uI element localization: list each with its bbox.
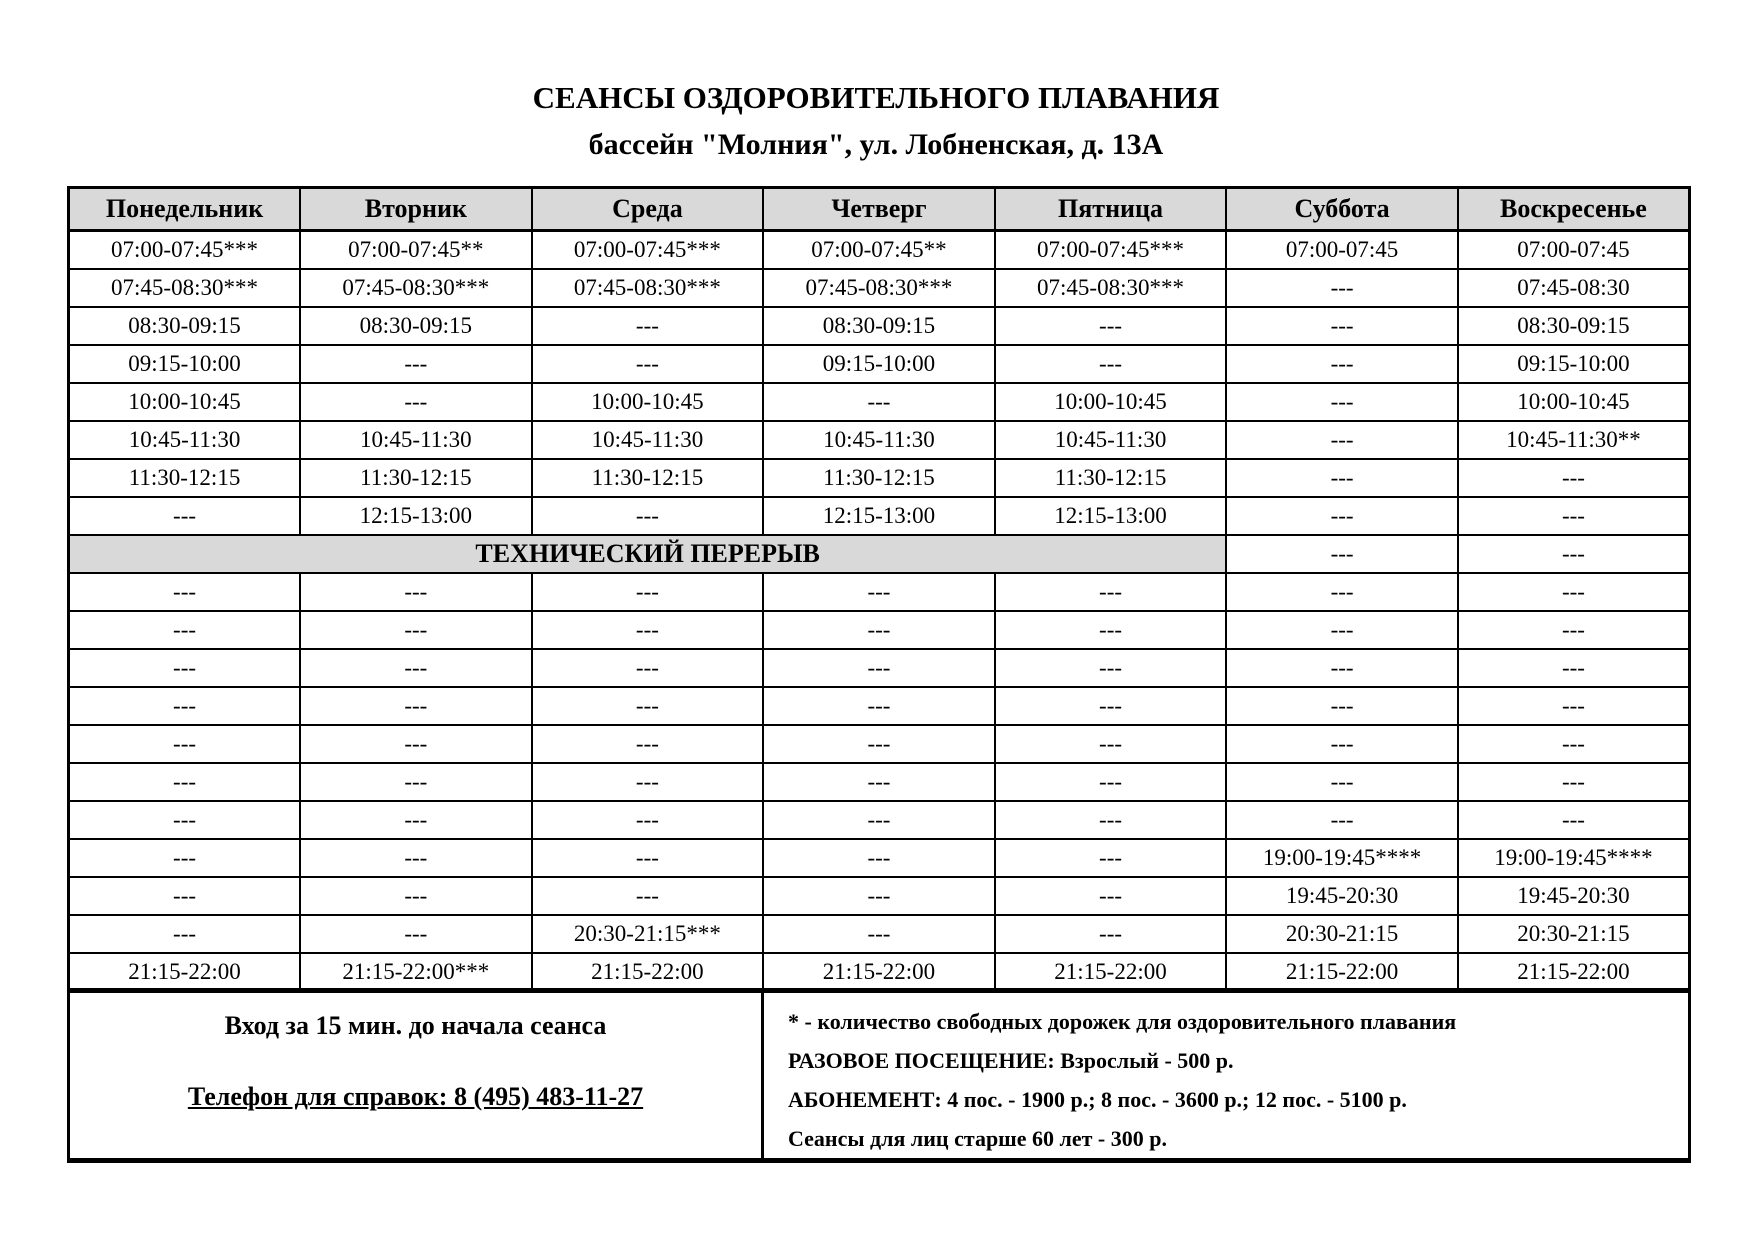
- session-cell: ---: [995, 649, 1227, 687]
- session-cell: ---: [532, 687, 764, 725]
- session-cell: ---: [69, 915, 301, 953]
- day-header: Среда: [532, 188, 764, 231]
- session-cell: ---: [300, 345, 532, 383]
- session-cell: ---: [1226, 269, 1458, 307]
- session-row: [69, 725, 1690, 763]
- session-row: [69, 421, 1690, 459]
- session-cell: ---: [69, 801, 301, 839]
- session-cell: ---: [763, 763, 995, 801]
- session-cell: 21:15-22:00: [763, 953, 995, 992]
- session-cell: ---: [1226, 459, 1458, 497]
- session-cell: 10:00-10:45: [69, 383, 301, 421]
- session-cell: 07:45-08:30***: [532, 269, 764, 307]
- session-cell: ---: [1226, 307, 1458, 345]
- session-cell: 10:45-11:30: [995, 421, 1227, 459]
- session-cell: ---: [1226, 687, 1458, 725]
- day-header: Пятница: [995, 188, 1227, 231]
- session-cell: ---: [1458, 687, 1690, 725]
- session-cell: 08:30-09:15: [763, 307, 995, 345]
- session-cell: ---: [300, 915, 532, 953]
- session-cell: 07:45-08:30***: [763, 269, 995, 307]
- session-row: [69, 763, 1690, 801]
- session-row: [69, 877, 1690, 915]
- session-cell: 08:30-09:15: [69, 307, 301, 345]
- session-cell: 19:00-19:45****: [1226, 839, 1458, 877]
- pool-address-subtitle: бассейн "Молния", ул. Лобненская, д. 13А: [588, 128, 1164, 161]
- session-cell: ---: [995, 801, 1227, 839]
- day-header: Суббота: [1226, 188, 1458, 231]
- session-row: [69, 383, 1690, 421]
- session-cell: ---: [532, 573, 764, 611]
- schedule-body: [69, 231, 1690, 992]
- session-cell: ---: [300, 877, 532, 915]
- session-cell: ---: [300, 839, 532, 877]
- info-footer: [67, 988, 1691, 1163]
- single-visit-price: РАЗОВОЕ ПОСЕЩЕНИЕ: Взрослый - 500 р.: [788, 1048, 1234, 1073]
- session-cell: ---: [995, 611, 1227, 649]
- session-cell: ---: [1226, 535, 1458, 573]
- session-cell: ---: [69, 497, 301, 535]
- session-cell: 12:15-13:00: [995, 497, 1227, 535]
- session-cell: ---: [532, 725, 764, 763]
- session-cell: 11:30-12:15: [300, 459, 532, 497]
- session-cell: ---: [1226, 573, 1458, 611]
- session-cell: ---: [69, 725, 301, 763]
- session-cell: ---: [1458, 649, 1690, 687]
- session-cell: 11:30-12:15: [532, 459, 764, 497]
- technical-break-label: ТЕХНИЧЕСКИЙ ПЕРЕРЫВ: [69, 535, 1227, 573]
- session-cell: ---: [532, 649, 764, 687]
- session-cell: ---: [300, 611, 532, 649]
- session-cell: ---: [532, 877, 764, 915]
- session-cell: ---: [1226, 725, 1458, 763]
- session-cell: 07:00-07:45***: [532, 231, 764, 270]
- session-row: [69, 953, 1690, 992]
- session-cell: ---: [995, 307, 1227, 345]
- session-cell: ---: [300, 763, 532, 801]
- session-cell: 10:00-10:45: [1458, 383, 1690, 421]
- session-cell: ---: [1458, 725, 1690, 763]
- session-cell: 08:30-09:15: [1458, 307, 1690, 345]
- session-row: [69, 687, 1690, 725]
- day-header: Четверг: [763, 188, 995, 231]
- session-cell: ---: [995, 687, 1227, 725]
- schedule-table: [67, 186, 1691, 993]
- session-cell: ---: [763, 839, 995, 877]
- session-cell: 10:00-10:45: [995, 383, 1227, 421]
- session-cell: ---: [300, 687, 532, 725]
- session-cell: ---: [69, 687, 301, 725]
- session-cell: ---: [69, 649, 301, 687]
- session-cell: ---: [995, 877, 1227, 915]
- session-cell: ---: [995, 763, 1227, 801]
- session-cell: 12:15-13:00: [300, 497, 532, 535]
- session-cell: ---: [763, 383, 995, 421]
- session-cell: ---: [69, 763, 301, 801]
- session-cell: ---: [1226, 383, 1458, 421]
- entry-note: Вход за 15 мин. до начала сеанса: [224, 1011, 607, 1040]
- session-row: [69, 649, 1690, 687]
- footer-notes-panel: [764, 991, 1688, 1158]
- session-cell: ---: [1458, 801, 1690, 839]
- session-cell: 11:30-12:15: [995, 459, 1227, 497]
- session-cell: ---: [532, 611, 764, 649]
- session-cell: ---: [763, 801, 995, 839]
- lanes-note: * - количество свободных дорожек для оздоровительного плавания: [788, 1009, 1457, 1034]
- session-cell: ---: [1226, 649, 1458, 687]
- session-cell: ---: [1458, 573, 1690, 611]
- page-title: СЕАНСЫ ОЗДОРОВИТЕЛЬНОГО ПЛАВАНИЯ: [532, 80, 1220, 115]
- session-cell: 07:45-08:30***: [995, 269, 1227, 307]
- session-cell: ---: [763, 915, 995, 953]
- session-cell: 20:30-21:15***: [532, 915, 764, 953]
- session-cell: 11:30-12:15: [763, 459, 995, 497]
- session-cell: ---: [532, 345, 764, 383]
- session-cell: ---: [1226, 421, 1458, 459]
- session-cell: 07:00-07:45***: [69, 231, 301, 270]
- session-cell: ---: [1458, 611, 1690, 649]
- session-cell: 10:45-11:30: [300, 421, 532, 459]
- session-cell: ---: [1226, 763, 1458, 801]
- session-cell: ---: [532, 801, 764, 839]
- session-cell: 12:15-13:00: [763, 497, 995, 535]
- session-cell: ---: [995, 345, 1227, 383]
- session-cell: 09:15-10:00: [69, 345, 301, 383]
- session-cell: ---: [300, 383, 532, 421]
- session-cell: ---: [300, 573, 532, 611]
- session-row: [69, 839, 1690, 877]
- session-row: [69, 611, 1690, 649]
- session-cell: ---: [69, 611, 301, 649]
- subscription-prices: АБОНЕМЕНТ: 4 пос. - 1900 р.; 8 пос. - 3600 р.; 12 пос. - 5100 р.: [788, 1087, 1407, 1112]
- session-cell: 07:45-08:30***: [300, 269, 532, 307]
- session-cell: 09:15-10:00: [1458, 345, 1690, 383]
- session-cell: ---: [300, 725, 532, 763]
- session-cell: 21:15-22:00: [995, 953, 1227, 992]
- session-row: [69, 915, 1690, 953]
- session-row: [69, 801, 1690, 839]
- session-cell: 07:00-07:45***: [995, 231, 1227, 270]
- session-cell: ---: [69, 839, 301, 877]
- session-cell: ---: [995, 573, 1227, 611]
- session-row: [69, 459, 1690, 497]
- session-cell: 09:15-10:00: [763, 345, 995, 383]
- session-cell: 21:15-22:00: [1458, 953, 1690, 992]
- session-row: [69, 231, 1690, 270]
- session-cell: ---: [300, 649, 532, 687]
- day-header: Понедельник: [69, 188, 301, 231]
- session-cell: ---: [532, 497, 764, 535]
- session-cell: 20:30-21:15: [1458, 915, 1690, 953]
- session-cell: 07:45-08:30: [1458, 269, 1690, 307]
- session-cell: 11:30-12:15: [69, 459, 301, 497]
- session-cell: ---: [532, 307, 764, 345]
- session-cell: ---: [763, 725, 995, 763]
- day-header: Вторник: [300, 188, 532, 231]
- session-cell: ---: [995, 915, 1227, 953]
- footer-left-panel: [70, 991, 764, 1158]
- session-cell: 21:15-22:00***: [300, 953, 532, 992]
- session-cell: ---: [763, 877, 995, 915]
- session-cell: ---: [300, 801, 532, 839]
- session-cell: 08:30-09:15: [300, 307, 532, 345]
- day-header: Воскресенье: [1458, 188, 1690, 231]
- session-cell: 10:45-11:30: [532, 421, 764, 459]
- session-cell: 07:45-08:30***: [69, 269, 301, 307]
- session-cell: 20:30-21:15: [1226, 915, 1458, 953]
- session-cell: ---: [1458, 497, 1690, 535]
- session-cell: ---: [763, 687, 995, 725]
- session-cell: 19:45-20:30: [1458, 877, 1690, 915]
- session-row: [69, 573, 1690, 611]
- session-cell: ---: [532, 839, 764, 877]
- session-row: [69, 269, 1690, 307]
- session-cell: 19:45-20:30: [1226, 877, 1458, 915]
- session-cell: ---: [1458, 535, 1690, 573]
- session-cell: 21:15-22:00: [532, 953, 764, 992]
- session-cell: 21:15-22:00: [69, 953, 301, 992]
- day-header-row: [69, 188, 1690, 231]
- session-cell: 10:45-11:30**: [1458, 421, 1690, 459]
- session-cell: ---: [763, 573, 995, 611]
- session-cell: ---: [69, 573, 301, 611]
- session-cell: ---: [763, 649, 995, 687]
- session-cell: 10:00-10:45: [532, 383, 764, 421]
- session-row: [69, 345, 1690, 383]
- session-cell: 07:00-07:45**: [300, 231, 532, 270]
- session-cell: ---: [1226, 497, 1458, 535]
- session-cell: 07:00-07:45**: [763, 231, 995, 270]
- session-cell: ---: [1226, 345, 1458, 383]
- senior-price: Сеансы для лиц старше 60 лет - 300 р.: [788, 1126, 1167, 1151]
- session-cell: ---: [995, 725, 1227, 763]
- session-row: [69, 307, 1690, 345]
- session-cell: ---: [69, 877, 301, 915]
- session-cell: ---: [1458, 459, 1690, 497]
- session-cell: ---: [532, 763, 764, 801]
- session-cell: ---: [763, 611, 995, 649]
- phone-info: Телефон для справок: 8 (495) 483-11-27: [187, 1082, 644, 1111]
- session-cell: 10:45-11:30: [69, 421, 301, 459]
- session-cell: 19:00-19:45****: [1458, 839, 1690, 877]
- technical-break-row: [69, 535, 1690, 573]
- session-cell: ---: [1226, 801, 1458, 839]
- session-cell: 21:15-22:00: [1226, 953, 1458, 992]
- session-cell: 10:45-11:30: [763, 421, 995, 459]
- session-cell: ---: [1458, 763, 1690, 801]
- session-cell: 07:00-07:45: [1226, 231, 1458, 270]
- session-cell: 07:00-07:45: [1458, 231, 1690, 270]
- session-row: [69, 497, 1690, 535]
- session-cell: ---: [995, 839, 1227, 877]
- session-cell: ---: [1226, 611, 1458, 649]
